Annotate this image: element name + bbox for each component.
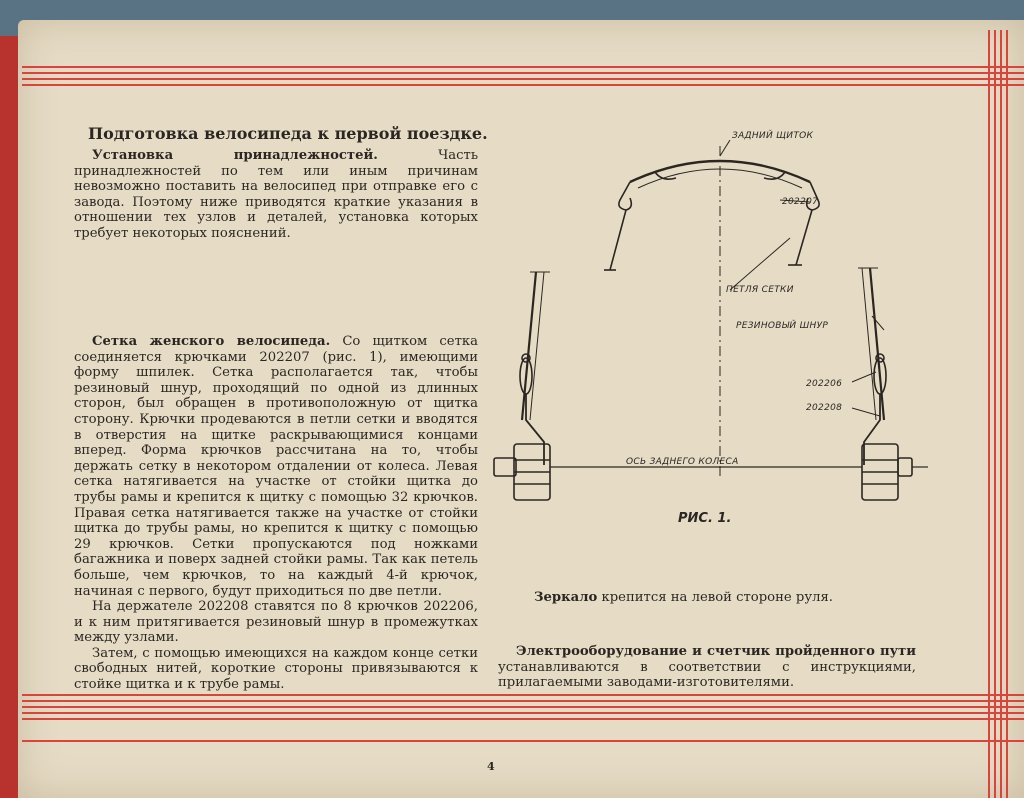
bottom-rule-1	[22, 694, 1024, 696]
bottom-rule-3	[22, 706, 1024, 708]
bottom-rule-6	[22, 740, 1024, 742]
accessories-body: Часть принадлежностей по тем или иным причинам невозможно поставить на велосипед при отправке его с завода. Поэтому ниже приводятся краткие указания в отношении тех узлов и деталей, установка которых требует некоторых пояснений.	[74, 148, 479, 241]
label-rear-fender: ЗАДНИЙ ЩИТОК	[732, 131, 814, 141]
leader-rubber	[872, 316, 884, 330]
label-rubber-cord: РЕЗИНОВЫЙ ШНУР	[736, 321, 829, 331]
electrics-body: устанавливаются в соответствии с инструкциями, прилагаемыми заводами-изготовителями.	[498, 659, 916, 691]
top-rule-2	[22, 72, 1024, 74]
label-202207: 202207	[782, 197, 819, 207]
label-net-loop: ПЕТЛЯ СЕТКИ	[726, 285, 794, 295]
electrics-title: Электрооборудование и счетчик пройденного пути	[516, 644, 916, 659]
bottom-rule-5	[22, 718, 1024, 720]
figure-caption: РИС. 1.	[678, 511, 732, 526]
net-title: Сетка женского велосипеда.	[92, 334, 331, 349]
right-rule-1	[988, 30, 990, 798]
electrics-section	[498, 644, 916, 691]
left-bracket	[526, 394, 544, 465]
right-rule-2	[994, 30, 996, 798]
left-tube-2	[530, 272, 544, 420]
left-tube	[522, 272, 536, 420]
accessories-section	[74, 148, 478, 242]
right-tube-2	[862, 268, 876, 420]
top-rule-1	[22, 66, 1024, 68]
net-section	[74, 334, 478, 693]
net-left-line	[610, 210, 626, 270]
top-rule-4	[22, 84, 1024, 86]
mirror-title: Зеркало	[534, 590, 598, 605]
net-para-3: Затем, с помощью имеющихся на каждом конце сетки свободных нитей, короткие стороны привязываются к стойке щитка и к трубе рамы.	[74, 645, 478, 693]
fender-clip-left	[619, 182, 631, 210]
label-202206: 202206	[806, 379, 843, 389]
leader-fender	[720, 140, 730, 156]
net-body: Со щитком сетка соединяется крючками 202207 (рис. 1), имеющими форму шпилек. Сетка располагается так, чтобы резиновый шнур, проходящий по одной из длинных сторон, был обращен в противоположную от щитка сторону. Крючки продеваются в петли сетки и вводятся в отверстия на щитке раскрывающимися концами вперед. Форма крючков рассчитана на то, чтобы держать сетку в некотором отдалении от колеса. Левая сетка натягивается на участке от стойки щитка до трубы рамы и крепится к щитку с помощью 32 крючков. Правая сетка натягивается также на участке от стойки щитка до трубы рамы, но крепится к щитку с помощью 29 крючков. Сетки пропускаются под ножками багажника и поверх задней стойки рамы. Так как петель больше, чем крючков, то на каждый 4-й крючок, начиная с первого, будут приходиться по две петли.	[74, 334, 478, 599]
net-para-2: На держателе 202208 ставятся по 8 крючков 202206, и к ним притягивается резиновый шнур в промежутках между узлами.	[74, 599, 478, 646]
accessories-title: Установка принадлежностей.	[92, 148, 378, 163]
net-right-line	[796, 210, 812, 265]
leader-loop	[730, 238, 790, 290]
label-axle: ОСЬ ЗАДНЕГО КОЛЕСА	[626, 457, 739, 467]
page-heading: Подготовка велосипеда к первой поездке.	[88, 124, 488, 143]
right-rule-3	[1000, 30, 1002, 798]
mirror-section	[516, 590, 916, 606]
page-number: 4	[487, 760, 495, 773]
right-tube	[870, 268, 884, 420]
bottom-rule-4	[22, 712, 1024, 714]
right-axle-end	[898, 458, 912, 476]
left-axle-end	[494, 458, 516, 476]
leader-202208	[852, 408, 880, 416]
figure-1-diagram	[480, 120, 980, 540]
mirror-body: крепится на левой стороне руля.	[597, 590, 833, 605]
top-rule-3	[22, 78, 1024, 80]
bottom-rule-2	[22, 700, 1024, 702]
label-202208: 202208	[806, 403, 843, 413]
right-rule-4	[1006, 30, 1008, 798]
right-bracket	[864, 394, 880, 465]
